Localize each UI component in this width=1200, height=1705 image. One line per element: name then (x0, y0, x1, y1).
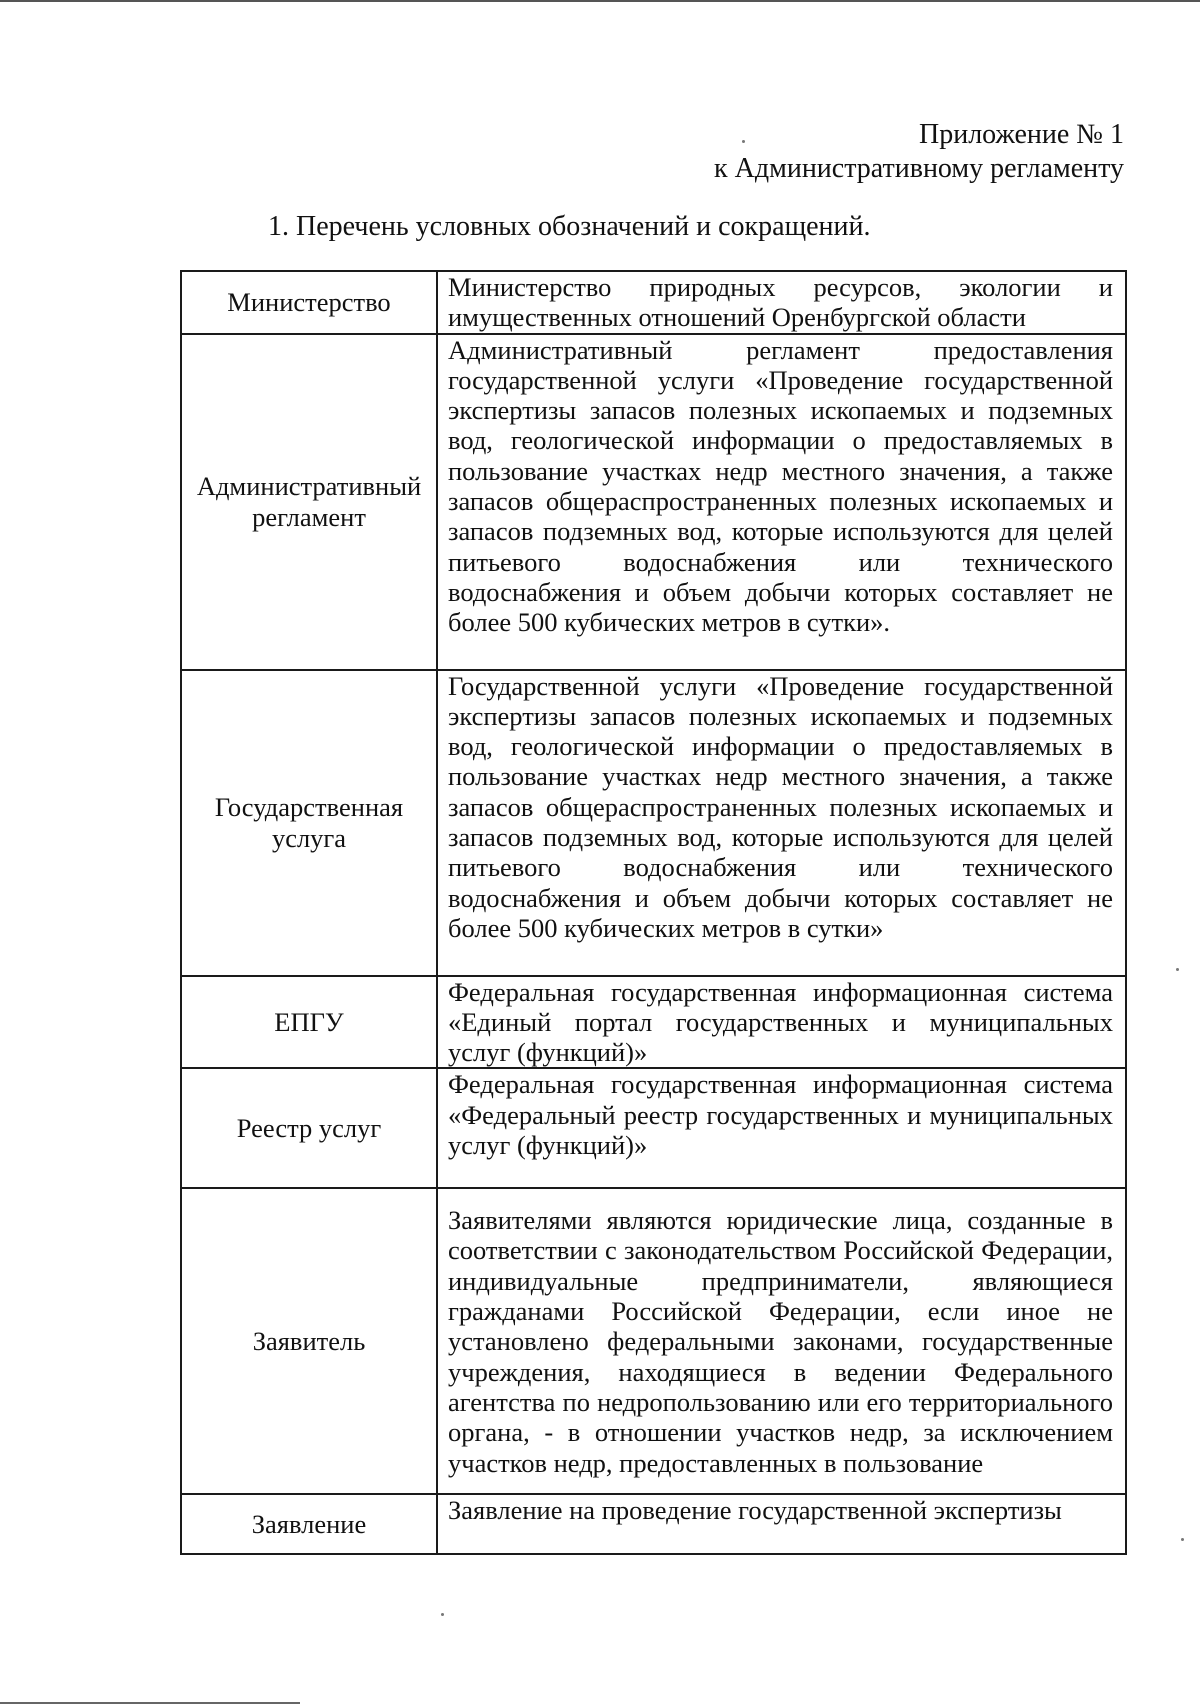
section-title: 1. Перечень условных обозначений и сокращений. (268, 211, 871, 242)
term-cell: Государственная услуга (181, 670, 437, 976)
scan-speck (441, 1613, 444, 1616)
scan-top-edge (0, 0, 1200, 2)
definition-cell: Федеральная государственная информационная система «Единый портал государственных и муниципальных услуг (функций)» (437, 976, 1126, 1069)
definition-cell: Заявление на проведение государственной экспертизы (437, 1494, 1126, 1554)
table-row (181, 271, 1126, 334)
term-cell: Министерство (181, 271, 437, 334)
appendix-heading (714, 118, 1124, 186)
scan-speck (742, 140, 745, 143)
term-cell: Заявление (181, 1494, 437, 1554)
table-row (181, 1068, 1126, 1188)
term-cell: Реестр услуг (181, 1068, 437, 1188)
abbreviations-table (180, 270, 1127, 1555)
term-cell: ЕПГУ (181, 976, 437, 1069)
table-row (181, 1188, 1126, 1494)
definition-cell: Заявителями являются юридические лица, созданные в соответствии с законодательством Российской Федерации, индивидуальные предприниматели, являющиеся гражданами Российской Федерации, если иное не установлено федеральными законами, государственные учреждения, находящиеся в ведении Федерального агентства по недропользованию или его территориального органа, - в отношении участков недр, за исключением участков недр, предоставленных в пользование (437, 1188, 1126, 1494)
scan-bottom-edge (0, 1702, 300, 1704)
table-row (181, 670, 1126, 976)
scan-speck (1176, 968, 1179, 971)
definition-cell: Федеральная государственная информационная система «Федеральный реестр государственных и муниципальных услуг (функций)» (437, 1068, 1126, 1188)
table-row (181, 334, 1126, 670)
definition-cell: Государственной услуги «Проведение государственной экспертизы запасов полезных ископаемых и подземных вод, геологической информации о предоставляемых в пользование участках недр местного значения, а также запасов общераспространенных полезных ископаемых и запасов подземных вод, которые используются для целей питьевого водоснабжения или технического водоснабжения и объем добычи которых составляет не более 500 кубических метров в сутки» (437, 670, 1126, 976)
definition-cell: Административный регламент предоставления государственной услуги «Проведение государственной экспертизы запасов полезных ископаемых и подземных вод, геологической информации о предоставляемых в пользование участках недр местного значения, а также запасов общераспространенных полезных ископаемых и запасов подземных вод, которые используются для целей питьевого водоснабжения или технического водоснабжения и объем добычи которых составляет не более 500 кубических метров в сутки». (437, 334, 1126, 670)
appendix-number: Приложение № 1 (919, 119, 1124, 150)
appendix-reference: к Административному регламенту (714, 153, 1124, 184)
scan-speck (1181, 1538, 1184, 1541)
table-row (181, 1494, 1126, 1554)
term-cell: Заявитель (181, 1188, 437, 1494)
definition-cell: Министерство природных ресурсов, экологии и имущественных отношений Оренбургской области (437, 271, 1126, 334)
term-cell: Административный регламент (181, 334, 437, 670)
table-row (181, 976, 1126, 1069)
